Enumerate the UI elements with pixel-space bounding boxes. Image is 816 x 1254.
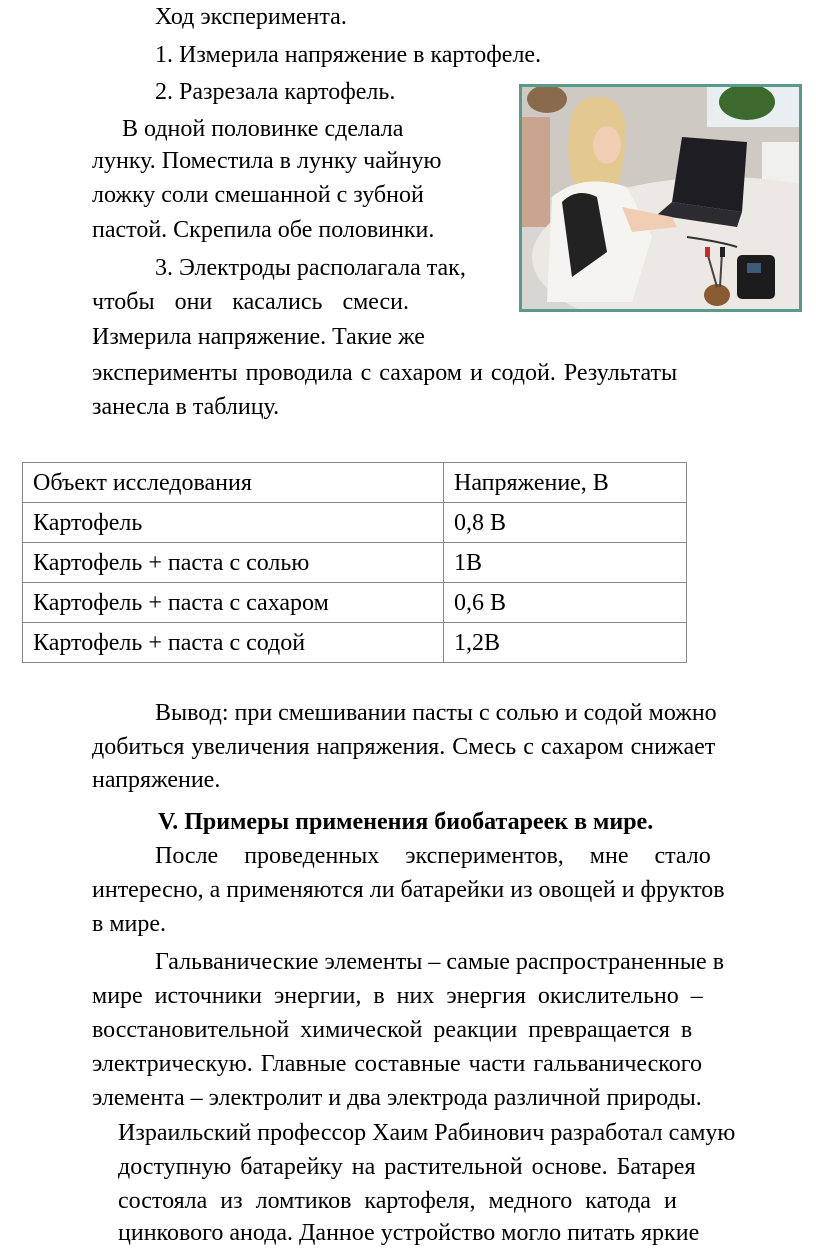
section-title: V. Примеры применения биобатареек в мире.	[158, 809, 654, 835]
body-line: состояла из ломтиков картофеля, медного катода и	[118, 1188, 677, 1214]
body-line: Израильский профессор Хаим Рабинович разработал самую	[118, 1120, 736, 1146]
table-header-row	[23, 463, 687, 503]
table-cell: 1В	[444, 543, 687, 583]
para-line: ложку соли смешанной с зубной	[92, 182, 424, 208]
para-line: пастой. Скрепила обе половинки.	[92, 217, 435, 243]
body-line: элемента – электролит и два электрода различной природы.	[92, 1085, 702, 1111]
table-row	[23, 543, 687, 583]
step-1: 1. Измерила напряжение в картофеле.	[155, 42, 542, 68]
step-2: 2. Разрезала картофель.	[155, 79, 396, 105]
conclusion-line: Вывод: при смешивании пасты с солью и содой можно	[155, 700, 717, 726]
step-3-line: эксперименты проводила с сахаром и содой. Результаты	[92, 360, 678, 386]
body-line: восстановительной химической реакции превращается в	[92, 1017, 693, 1043]
conclusion-line: добиться увеличения напряжения. Смесь с сахаром снижает	[92, 734, 716, 760]
step-3: 3. Электроды располагала так,	[155, 255, 466, 281]
body-line: в мире.	[92, 911, 167, 937]
table-row	[23, 503, 687, 543]
conclusion-line: напряжение.	[92, 767, 221, 793]
body-line: интересно, а применяются ли батарейки из овощей и фруктов	[92, 877, 725, 903]
body-line: Гальванические элементы – самые распространенные в	[155, 949, 725, 975]
table-cell: 0,6 В	[444, 583, 687, 623]
step-3-line: занесла в таблицу.	[92, 394, 280, 420]
para-line: лунку. Поместила в лунку чайную	[92, 148, 442, 174]
body-line: мире источники энергии, в них энергия окислительно –	[92, 983, 703, 1009]
body-line: После проведенных экспериментов, мне стало	[155, 843, 711, 869]
table-row	[23, 623, 687, 663]
table-cell: Картофель	[23, 503, 444, 543]
body-line: цинкового анода. Данное устройство могло питать яркие	[118, 1220, 700, 1246]
table-cell: 1,2В	[444, 623, 687, 663]
step-3-line: чтобы они касались смеси.	[92, 289, 410, 315]
table-row	[23, 583, 687, 623]
table-cell: Картофель + паста с содой	[23, 623, 444, 663]
body-line: электрическую. Главные составные части гальванического	[92, 1051, 702, 1077]
table-cell: Картофель + паста с сахаром	[23, 583, 444, 623]
table-cell: Картофель + паста с солью	[23, 543, 444, 583]
table-header-cell: Напряжение, В	[444, 463, 687, 503]
experiment-heading: Ход эксперимента.	[155, 4, 347, 30]
body-line: доступную батарейку на растительной основе. Батарея	[118, 1154, 696, 1180]
table-header-cell: Объект исследования	[23, 463, 444, 503]
table-cell: 0,8 В	[444, 503, 687, 543]
para-line: В одной половинке сделала	[122, 116, 404, 142]
step-3-line: Измерила напряжение. Такие же	[92, 324, 425, 350]
results-table	[22, 462, 687, 663]
experiment-photo	[519, 84, 802, 312]
